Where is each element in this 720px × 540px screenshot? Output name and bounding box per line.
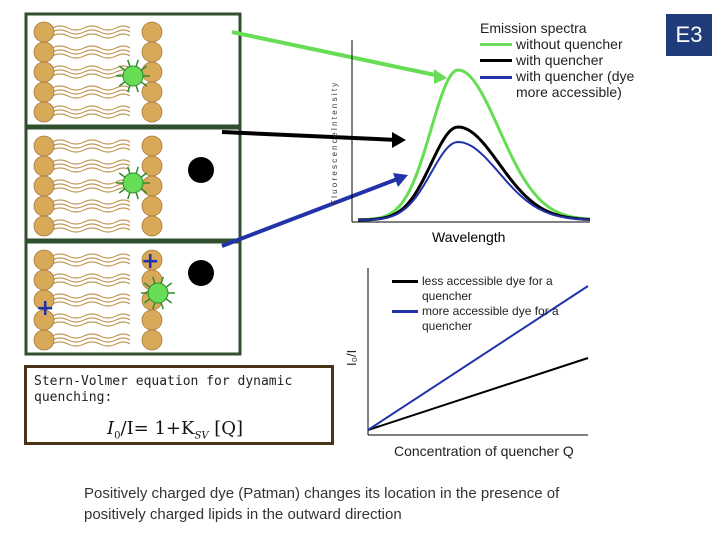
stern-volmer-equation: $I_0/I= 1+K_{SV}$ [Q] — [107, 418, 244, 442]
legend-label: more accessible dye for a quencher — [422, 304, 559, 333]
slide-caption: Positively charged dye (Patman) changes its location in the presence of positively charged lipids in the outward direction — [84, 485, 560, 523]
sv-line-less-accessible — [368, 358, 588, 430]
spectrum-with-quencher — [358, 127, 590, 220]
legend-swatch — [392, 280, 418, 283]
positive-charge-icon: + — [36, 296, 55, 321]
legend-label: with quencher (dye more accessible) — [516, 68, 635, 100]
legend-swatch — [392, 310, 418, 313]
legend-label: less accessible dye for a quencher — [422, 274, 553, 303]
spectra-x-label: Wavelength — [432, 229, 506, 245]
spectra-y-label: F l u o r e s c e n c e I n t e n s i t y — [330, 82, 339, 205]
spectra-legend — [480, 20, 650, 100]
legend-item-with-quencher — [480, 52, 650, 68]
legend-swatch — [480, 59, 512, 62]
positive-charge-icon: + — [141, 249, 160, 274]
spectra-legend-title: Emission spectra — [480, 20, 587, 36]
legend-item-with-quencher-accessible — [480, 68, 650, 100]
legend-label: with quencher — [516, 52, 604, 68]
sv-x-label: Concentration of quencher Q — [394, 443, 574, 459]
legend-swatch — [480, 76, 512, 79]
legend-item-more-accessible — [392, 304, 582, 334]
legend-item-without-quencher — [480, 36, 650, 52]
sv-legend — [392, 274, 582, 334]
legend-label: without quencher — [516, 36, 623, 52]
slide-number-badge: E3 — [666, 14, 712, 56]
sv-y-label: I₀/I — [344, 349, 359, 366]
stern-volmer-box — [24, 365, 334, 445]
legend-swatch — [480, 43, 512, 46]
stern-volmer-text: Stern-Volmer equation for dynamic quenching: — [34, 374, 293, 405]
legend-item-less-accessible — [392, 274, 582, 304]
spectrum-with-quencher-accessible — [358, 142, 590, 220]
